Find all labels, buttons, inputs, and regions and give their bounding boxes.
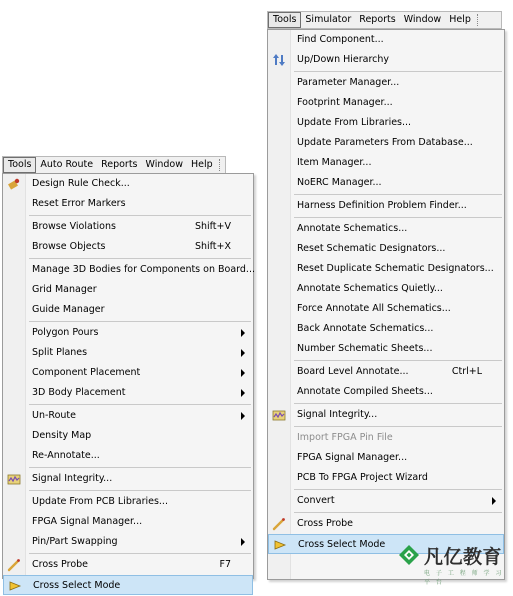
- menubar-window[interactable]: Window: [145, 159, 183, 170]
- menu-item-label: Board Level Annotate...: [297, 366, 409, 377]
- menu-separator: [29, 404, 251, 405]
- watermark-logo-icon: [398, 544, 420, 566]
- menu-item-board-level-annotate[interactable]: [268, 362, 504, 382]
- menu-item-number-schematic-sheets[interactable]: [268, 339, 504, 359]
- menu-item-label: Density Map: [32, 430, 92, 441]
- menu-item-find-component[interactable]: [268, 30, 504, 50]
- menu-item-label: Number Schematic Sheets...: [297, 343, 433, 354]
- menu-separator: [29, 215, 251, 216]
- menu-separator: [29, 258, 251, 259]
- menu-item-label: Import FPGA Pin File: [297, 432, 393, 443]
- menu-item-label: NoERC Manager...: [297, 177, 382, 188]
- menu-item-reset-schematic-designators[interactable]: [268, 239, 504, 259]
- submenu-arrow-icon: [241, 538, 245, 546]
- menu-separator: [294, 217, 502, 218]
- menu-separator: [294, 512, 502, 513]
- toolbar-grip[interactable]: [219, 159, 225, 171]
- menu-item-3d-body-placement[interactable]: [3, 383, 253, 403]
- menu-item-label: Update From PCB Libraries...: [32, 496, 168, 507]
- menu-item-annotate-schematics-quietly[interactable]: [268, 279, 504, 299]
- menu-separator: [29, 321, 251, 322]
- menu-separator: [29, 490, 251, 491]
- cross-select-mode-icon: [273, 538, 287, 552]
- menu-item-label: Annotate Schematics Quietly...: [297, 283, 443, 294]
- watermark-subtext: 电 子 工 程 师 学 习 平 台: [424, 570, 504, 586]
- menu-separator: [29, 553, 251, 554]
- menu-item-cross-probe[interactable]: [268, 514, 504, 534]
- menu-item-shortcut: F7: [219, 559, 231, 570]
- menu-item-fpga-signal-manager[interactable]: [268, 448, 504, 468]
- menu-item-re-annotate[interactable]: [3, 446, 253, 466]
- menu-item-label: Update Parameters From Database...: [297, 137, 473, 148]
- menu-item-label: Polygon Pours: [32, 327, 99, 338]
- menu-item-label: Grid Manager: [32, 284, 97, 295]
- menu-item-reset-duplicate-schematic-designators[interactable]: [268, 259, 504, 279]
- menu-item-browse-objects[interactable]: [3, 237, 253, 257]
- menubar-help[interactable]: Help: [449, 14, 471, 25]
- menu-item-split-planes[interactable]: [3, 343, 253, 363]
- menu-item-label: Design Rule Check...: [32, 178, 130, 189]
- menu-item-label: Footprint Manager...: [297, 97, 393, 108]
- menu-item-cross-probe[interactable]: [3, 555, 253, 575]
- menu-item-label: Convert: [297, 495, 335, 506]
- menu-separator: [294, 426, 502, 427]
- watermark-text: 凡亿教育: [424, 546, 503, 568]
- menu-item-label: Pin/Part Swapping: [32, 536, 118, 547]
- menu-item-label: Cross Probe: [297, 518, 354, 529]
- up-down-hierarchy-icon: [272, 53, 286, 67]
- menu-item-label: Reset Error Markers: [32, 198, 126, 209]
- menubar-simulator[interactable]: Simulator: [305, 14, 352, 25]
- menu-item-shortcut: Ctrl+L: [451, 366, 482, 377]
- submenu-arrow-icon: [241, 349, 245, 357]
- menu-item-label: Back Annotate Schematics...: [297, 323, 434, 334]
- menu-separator: [29, 467, 251, 468]
- menu-item-browse-violations[interactable]: [3, 217, 253, 237]
- menu-item-component-placement[interactable]: [3, 363, 253, 383]
- menu-item-import-fpga-pin-file[interactable]: [268, 428, 504, 448]
- menu-item-label: Cross Probe: [32, 559, 89, 570]
- menu-separator: [294, 194, 502, 195]
- menu-item-label: Split Planes: [32, 347, 88, 358]
- menu-item-label: Re-Annotate...: [32, 450, 100, 461]
- menu-item-polygon-pours[interactable]: [3, 323, 253, 343]
- menu-item-signal-integrity[interactable]: [268, 405, 504, 425]
- menu-item-label: Update From Libraries...: [297, 117, 412, 128]
- menu-item-force-annotate-all-schematics[interactable]: [268, 299, 504, 319]
- menu-item-label: Annotate Compiled Sheets...: [297, 386, 433, 397]
- menu-item-up-down-hierarchy[interactable]: [268, 50, 504, 70]
- menu-item-label: FPGA Signal Manager...: [297, 452, 408, 463]
- menu-item-label: Cross Select Mode: [298, 539, 386, 550]
- toolbar-grip[interactable]: [477, 14, 483, 26]
- menu-item-label: Annotate Schematics...: [297, 223, 408, 234]
- menu-item-signal-integrity[interactable]: [3, 469, 253, 489]
- submenu-arrow-icon: [241, 369, 245, 377]
- menubar-tools[interactable]: Tools: [3, 157, 36, 173]
- menu-item-label: Reset Schematic Designators...: [297, 243, 446, 254]
- menu-item-label: Manage 3D Bodies for Components on Board...: [32, 264, 255, 275]
- menu-item-label: 3D Body Placement: [32, 387, 126, 398]
- submenu-arrow-icon: [241, 329, 245, 337]
- submenu-arrow-icon: [492, 497, 496, 505]
- menu-separator: [294, 403, 502, 404]
- right-tools-menu: [267, 29, 505, 580]
- menu-item-shortcut: Shift+V: [194, 221, 231, 232]
- menubar-reports[interactable]: Reports: [101, 159, 138, 170]
- cross-probe-icon: [272, 517, 286, 531]
- menu-item-label: Up/Down Hierarchy: [297, 54, 390, 65]
- menu-item-label: Signal Integrity...: [32, 473, 113, 484]
- menu-separator: [294, 360, 502, 361]
- cross-probe-icon: [7, 558, 21, 572]
- menu-item-manage-3d-bodies-for-components-on-board[interactable]: [3, 260, 253, 280]
- menu-item-label: Find Component...: [297, 34, 384, 45]
- menu-item-label: Component Placement: [32, 367, 141, 378]
- menu-item-un-route[interactable]: [3, 406, 253, 426]
- menu-item-label: Reset Duplicate Schematic Designators...: [297, 263, 494, 274]
- menu-item-harness-definition-problem-finder[interactable]: [268, 196, 504, 216]
- menu-item-update-from-libraries[interactable]: [268, 113, 504, 133]
- cross-select-mode-icon: [8, 579, 22, 593]
- menu-item-footprint-manager[interactable]: [268, 93, 504, 113]
- menu-item-item-manager[interactable]: [268, 153, 504, 173]
- menu-item-label: Browse Violations: [32, 221, 116, 232]
- menu-item-grid-manager[interactable]: [3, 280, 253, 300]
- menubar-window[interactable]: Window: [403, 14, 442, 25]
- menu-item-label: FPGA Signal Manager...: [32, 516, 143, 527]
- menu-item-back-annotate-schematics[interactable]: [268, 319, 504, 339]
- menu-item-parameter-manager[interactable]: [268, 73, 504, 93]
- left-menubar: [2, 156, 226, 174]
- menubar-tools[interactable]: Tools: [268, 12, 301, 28]
- menu-item-label: Item Manager...: [297, 157, 372, 168]
- menu-item-label: Un-Route: [32, 410, 76, 421]
- menu-item-label: Guide Manager: [32, 304, 105, 315]
- menubar-help[interactable]: Help: [190, 159, 213, 170]
- menu-item-cross-select-mode[interactable]: [3, 575, 253, 595]
- menu-item-shortcut: Shift+X: [194, 241, 231, 252]
- menu-item-annotate-schematics[interactable]: [268, 219, 504, 239]
- menu-item-update-from-pcb-libraries[interactable]: [3, 492, 253, 512]
- submenu-arrow-icon: [241, 412, 245, 420]
- signal-integrity-icon: [7, 472, 21, 486]
- menu-item-label: Harness Definition Problem Finder...: [297, 200, 467, 211]
- watermark: [398, 540, 508, 586]
- right-menubar: [267, 11, 502, 29]
- menu-item-label: Browse Objects: [32, 241, 106, 252]
- menu-item-convert[interactable]: [268, 491, 504, 511]
- menu-item-pin-part-swapping[interactable]: [3, 532, 253, 552]
- menu-item-label: PCB To FPGA Project Wizard: [297, 472, 428, 483]
- menu-item-fpga-signal-manager[interactable]: [3, 512, 253, 532]
- menu-item-pcb-to-fpga-project-wizard[interactable]: [268, 468, 504, 488]
- menu-item-label: Signal Integrity...: [297, 409, 378, 420]
- menu-item-update-parameters-from-database[interactable]: [268, 133, 504, 153]
- menu-item-label: Parameter Manager...: [297, 77, 400, 88]
- menu-item-annotate-compiled-sheets[interactable]: [268, 382, 504, 402]
- menu-item-label: Cross Select Mode: [33, 580, 121, 591]
- menubar-auto-route[interactable]: Auto Route: [40, 159, 94, 170]
- menubar-reports[interactable]: Reports: [359, 14, 396, 25]
- menu-item-design-rule-check[interactable]: [3, 174, 253, 194]
- menu-separator: [294, 71, 502, 72]
- submenu-arrow-icon: [241, 389, 245, 397]
- menu-item-density-map[interactable]: [3, 426, 253, 446]
- menu-item-reset-error-markers[interactable]: [3, 194, 253, 214]
- menu-separator: [294, 489, 502, 490]
- menu-item-noerc-manager[interactable]: [268, 173, 504, 193]
- menu-item-guide-manager[interactable]: [3, 300, 253, 320]
- design-rule-check-icon: [7, 177, 21, 191]
- left-tools-menu: [2, 173, 255, 591]
- menu-item-label: Force Annotate All Schematics...: [297, 303, 451, 314]
- signal-integrity-icon: [272, 408, 286, 422]
